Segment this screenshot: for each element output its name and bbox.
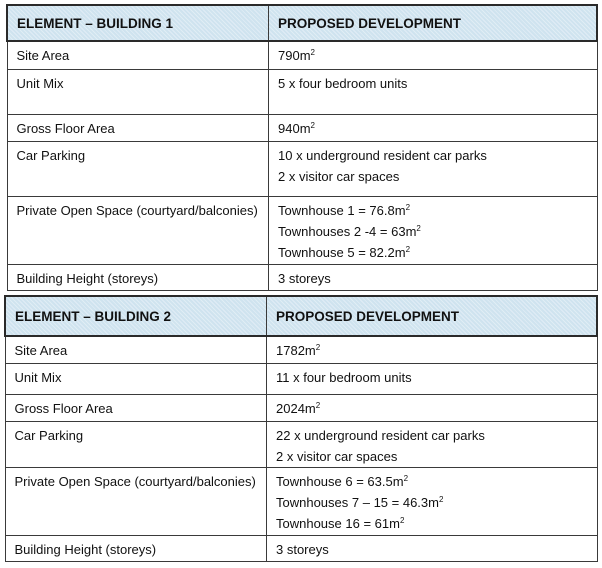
value-line: $1782m^2$: [276, 343, 321, 358]
value-line: $940m^2$: [278, 120, 315, 136]
row-label: Building Height (storeys): [7, 264, 269, 290]
row-value: [269, 41, 598, 69]
row-value: [269, 69, 598, 114]
table-row: [7, 69, 597, 114]
table-row: [7, 41, 597, 69]
row-label: Site Area: [7, 41, 269, 69]
table-row: [5, 421, 597, 467]
value-line: 5 x four bedroom units: [278, 75, 408, 91]
value-line: 3 storeys: [278, 270, 331, 286]
proposed-header: PROPOSED DEVELOPMENT: [269, 5, 598, 41]
value-line: 10 x underground resident car parks: [278, 147, 487, 163]
building-2-table: [4, 295, 598, 562]
value-line: 11 x four bedroom units: [276, 369, 412, 385]
element-header: ELEMENT – BUILDING 2: [5, 296, 267, 336]
table-row: [5, 363, 597, 394]
value-line: $790m^2$: [278, 48, 315, 63]
value-line: $2024m^2$: [276, 400, 321, 416]
row-value: [267, 363, 598, 394]
row-label: Site Area: [5, 336, 267, 363]
row-label: Gross Floor Area: [7, 114, 269, 141]
building-1-table: [6, 4, 598, 291]
row-value: [267, 421, 598, 467]
table-row: [5, 394, 597, 421]
table-row: [5, 336, 597, 363]
value-line: 2 x visitor car spaces: [276, 448, 398, 464]
value-line: 3 storeys: [276, 541, 329, 557]
row-value: [267, 394, 598, 421]
row-value: [267, 336, 598, 363]
value-line: Townhouses $7 - 15 = 46.3m^2$: [276, 494, 444, 510]
value-line: Townhouse $6 = 63.5m^2$: [276, 473, 409, 489]
table-header-row: [5, 296, 597, 336]
value-line: Townhouse $1 = 76.8m^2$: [278, 202, 411, 218]
row-value: [269, 264, 598, 290]
row-value: [269, 196, 598, 264]
row-label: Car Parking: [5, 421, 267, 467]
row-label: Building Height (storeys): [5, 535, 267, 561]
row-label: Gross Floor Area: [5, 394, 267, 421]
row-value: [267, 467, 598, 535]
row-value: [269, 141, 598, 196]
row-value: [267, 535, 598, 561]
proposed-header: PROPOSED DEVELOPMENT: [267, 296, 598, 336]
table-row: [7, 264, 597, 290]
table-row: [7, 196, 597, 264]
row-label: Unit Mix: [7, 69, 269, 114]
value-line: 22 x underground resident car parks: [276, 427, 485, 443]
table-row: [5, 535, 597, 561]
row-label: Unit Mix: [5, 363, 267, 394]
value-line: Townhouse $16 = 61m^2$: [276, 515, 405, 531]
row-label: Private Open Space (courtyard/balconies): [7, 196, 269, 264]
table-header-row: [7, 5, 597, 41]
value-line: 2 x visitor car spaces: [278, 168, 400, 184]
element-header: ELEMENT – BUILDING 1: [7, 5, 269, 41]
table-row: [7, 114, 597, 141]
value-line: Townhouses 2 $-4 = 63m^2$: [278, 223, 421, 239]
value-line: Townhouse $5 = 82.2m^2$: [278, 244, 411, 260]
table-row: [7, 141, 597, 196]
row-label: Private Open Space (courtyard/balconies): [5, 467, 267, 535]
row-label: Car Parking: [7, 141, 269, 196]
table-row: [5, 467, 597, 535]
row-value: [269, 114, 598, 141]
